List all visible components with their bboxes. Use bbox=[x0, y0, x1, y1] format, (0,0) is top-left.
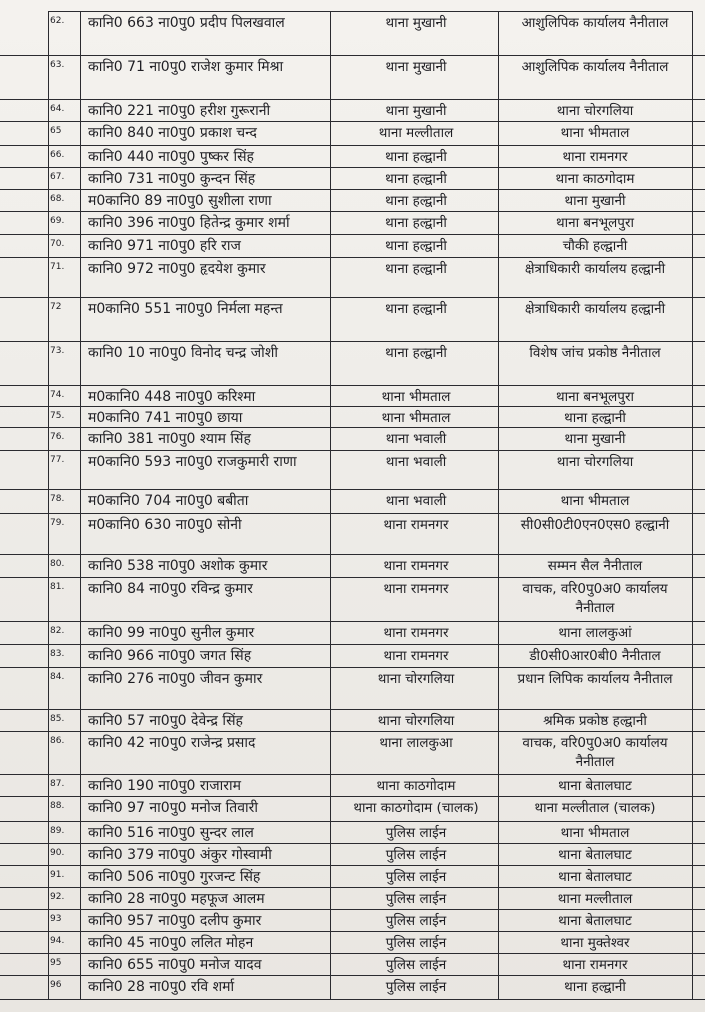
from-posting: थाना भीमताल bbox=[381, 410, 451, 426]
employee-name: कानि0 396 ना0पु0 हितेन्द्र कुमार शर्मा bbox=[88, 215, 290, 231]
from-posting: थाना हल्द्वानी bbox=[385, 238, 447, 254]
table-row bbox=[0, 168, 705, 190]
from-posting: थाना भवाली bbox=[385, 454, 447, 470]
from-posting: पुलिस लाईन bbox=[385, 957, 447, 973]
to-posting: थाना भीमताल bbox=[560, 125, 630, 141]
to-posting: थाना हल्द्वानी bbox=[564, 979, 626, 995]
table-row bbox=[0, 258, 705, 298]
employee-name: कानि0 57 ना0पु0 देवेन्द्र सिंह bbox=[88, 713, 243, 729]
to-posting: थाना बेतालघाट bbox=[558, 913, 632, 929]
employee-name: कानि0 99 ना0पु0 सुनील कुमार bbox=[88, 625, 255, 641]
serial-number: 89. bbox=[50, 826, 65, 836]
table-row bbox=[0, 212, 705, 235]
employee-name: कानि0 381 ना0पु0 श्याम सिंह bbox=[88, 431, 251, 447]
to-posting: चौकी हल्द्वानी bbox=[562, 238, 628, 254]
to-posting: आशुलिपिक कार्यालय नैनीताल bbox=[521, 15, 669, 31]
serial-number: 66. bbox=[50, 150, 65, 160]
from-posting: पुलिस लाईन bbox=[385, 979, 447, 995]
to-posting: सी0सी0टी0एन0एस0 हल्द्वानी bbox=[520, 517, 670, 533]
employee-name: म0कानि0 89 ना0पु0 सुशीला राणा bbox=[88, 193, 272, 209]
serial-number: 75. bbox=[50, 411, 65, 421]
table-row bbox=[0, 122, 705, 146]
employee-name: कानि0 379 ना0पु0 अंकुर गोस्वामी bbox=[88, 847, 272, 863]
table-row bbox=[0, 555, 705, 578]
from-posting: पुलिस लाईन bbox=[385, 891, 447, 907]
from-posting: पुलिस लाईन bbox=[385, 869, 447, 885]
employee-name: कानि0 972 ना0पु0 हृदयेश कुमार bbox=[88, 261, 266, 277]
employee-name: कानि0 190 ना0पु0 राजाराम bbox=[88, 778, 242, 794]
to-posting: थाना रामनगर bbox=[562, 149, 628, 165]
serial-number: 69. bbox=[50, 216, 65, 226]
table-row bbox=[0, 298, 705, 342]
from-posting: थाना मुखानी bbox=[385, 103, 447, 119]
from-posting: थाना रामनगर bbox=[383, 625, 449, 641]
to-posting: थाना मुखानी bbox=[564, 193, 626, 209]
serial-number: 79. bbox=[50, 518, 65, 528]
serial-number: 67. bbox=[50, 172, 65, 182]
employee-name: म0कानि0 448 ना0पु0 करिश्मा bbox=[88, 389, 256, 405]
employee-name: म0कानि0 593 ना0पु0 राजकुमारी राणा bbox=[88, 454, 297, 470]
table-row bbox=[0, 12, 705, 56]
to-posting: थाना बेतालघाट bbox=[558, 847, 632, 863]
serial-number: 86. bbox=[50, 736, 65, 746]
from-posting: थाना चोरगलिया bbox=[377, 671, 455, 687]
table-row bbox=[0, 622, 705, 645]
to-posting: सम्मन सैल नैनीताल bbox=[547, 558, 643, 574]
table-row bbox=[0, 910, 705, 932]
serial-number: 74. bbox=[50, 390, 65, 400]
employee-name: म0कानि0 630 ना0पु0 सोनी bbox=[88, 517, 242, 533]
employee-name: कानि0 10 ना0पु0 विनोद चन्द्र जोशी bbox=[88, 345, 278, 361]
employee-name: म0कानि0 551 ना0पु0 निर्मला महन्त bbox=[88, 301, 283, 317]
employee-name: कानि0 221 ना0पु0 हरीश गुरूरानी bbox=[88, 103, 271, 119]
employee-name: कानि0 663 ना0पु0 प्रदीप पिलखवाल bbox=[88, 15, 285, 31]
serial-number: 78. bbox=[50, 494, 65, 504]
employee-name: कानि0 42 ना0पु0 राजेन्द्र प्रसाद bbox=[88, 735, 256, 751]
to-posting: थाना भीमताल bbox=[560, 825, 630, 841]
table-row bbox=[0, 954, 705, 976]
from-posting: थाना हल्द्वानी bbox=[385, 171, 447, 187]
to-posting: थाना रामनगर bbox=[562, 957, 628, 973]
employee-name: कानि0 966 ना0पु0 जगत सिंह bbox=[88, 648, 252, 664]
to-posting: थाना भीमताल bbox=[560, 493, 630, 509]
serial-number: 70. bbox=[50, 239, 65, 249]
to-posting: थाना काठगोदाम bbox=[555, 171, 635, 187]
to-posting: क्षेत्राधिकारी कार्यालय हल्द्वानी bbox=[524, 261, 666, 277]
to-posting: वाचक, वरि0पु0अ0 कार्यालय नैनीताल bbox=[522, 581, 668, 616]
from-posting: थाना काठगोदाम (चालक) bbox=[353, 800, 479, 816]
table-row bbox=[0, 386, 705, 407]
from-posting: थाना हल्द्वानी bbox=[385, 345, 447, 361]
from-posting: थाना भवाली bbox=[385, 493, 447, 509]
to-posting: वाचक, वरि0पु0अ0 कार्यालय नैनीताल bbox=[522, 735, 668, 770]
to-posting: थाना बेतालघाट bbox=[558, 778, 632, 794]
serial-number: 96 bbox=[50, 980, 62, 990]
serial-number: 73. bbox=[50, 346, 65, 356]
table-row bbox=[0, 490, 705, 514]
serial-number: 93 bbox=[50, 914, 62, 924]
table-row bbox=[0, 668, 705, 710]
from-posting: थाना रामनगर bbox=[383, 648, 449, 664]
to-posting: थाना बनभूलपुरा bbox=[556, 389, 634, 405]
serial-number: 84. bbox=[50, 672, 65, 682]
employee-name: कानि0 538 ना0पु0 अशोक कुमार bbox=[88, 558, 268, 574]
serial-number: 81. bbox=[50, 582, 65, 592]
serial-number: 76. bbox=[50, 432, 65, 442]
table-row bbox=[0, 888, 705, 910]
employee-name: कानि0 971 ना0पु0 हरि राज bbox=[88, 238, 241, 254]
table-row bbox=[0, 56, 705, 100]
serial-number: 90. bbox=[50, 848, 65, 858]
table-row bbox=[0, 797, 705, 822]
serial-number: 62. bbox=[50, 16, 65, 26]
table-row bbox=[0, 146, 705, 168]
table-row bbox=[0, 428, 705, 451]
from-posting: थाना हल्द्वानी bbox=[385, 301, 447, 317]
employee-name: कानि0 276 ना0पु0 जीवन कुमार bbox=[88, 671, 263, 687]
from-posting: थाना चोरगलिया bbox=[377, 713, 455, 729]
table-row bbox=[0, 775, 705, 797]
from-posting: थाना हल्द्वानी bbox=[385, 215, 447, 231]
to-posting: थाना लालकुआं bbox=[558, 625, 632, 641]
table-row bbox=[0, 645, 705, 668]
from-posting: पुलिस लाईन bbox=[385, 913, 447, 929]
table-row bbox=[0, 190, 705, 212]
table-row bbox=[0, 866, 705, 888]
serial-number: 72 bbox=[50, 302, 62, 312]
from-posting: थाना लालकुआ bbox=[379, 735, 453, 751]
from-posting: थाना भवाली bbox=[385, 431, 447, 447]
to-posting: डी0सी0आर0बी0 नैनीताल bbox=[529, 648, 661, 664]
to-posting: थाना चोरगलिया bbox=[556, 103, 634, 119]
serial-number: 91. bbox=[50, 870, 65, 880]
to-posting: थाना मल्लीताल bbox=[557, 891, 633, 907]
from-posting: थाना हल्द्वानी bbox=[385, 193, 447, 209]
to-posting: थाना मुखानी bbox=[564, 431, 626, 447]
from-posting: थाना रामनगर bbox=[383, 558, 449, 574]
serial-number: 64. bbox=[50, 104, 65, 114]
employee-name: कानि0 506 ना0पु0 गुरजन्ट सिंह bbox=[88, 869, 261, 885]
table-row bbox=[0, 342, 705, 386]
serial-number: 95 bbox=[50, 958, 62, 968]
serial-number: 88. bbox=[50, 801, 65, 811]
table-row bbox=[0, 932, 705, 954]
table-row bbox=[0, 451, 705, 490]
employee-name: म0कानि0 741 ना0पु0 छाया bbox=[88, 410, 243, 426]
table-row bbox=[0, 235, 705, 258]
employee-name: कानि0 516 ना0पु0 सुन्दर लाल bbox=[88, 825, 254, 841]
from-posting: पुलिस लाईन bbox=[385, 825, 447, 841]
employee-name: कानि0 84 ना0पु0 रविन्द्र कुमार bbox=[88, 581, 253, 597]
employee-name: म0कानि0 704 ना0पु0 बबीता bbox=[88, 493, 249, 509]
table-row bbox=[0, 100, 705, 122]
serial-number: 71. bbox=[50, 262, 65, 272]
serial-number: 77. bbox=[50, 455, 65, 465]
employee-name: कानि0 71 ना0पु0 राजेश कुमार मिश्रा bbox=[88, 59, 284, 75]
employee-name: कानि0 28 ना0पु0 महफूज आलम bbox=[88, 891, 265, 907]
serial-number: 94. bbox=[50, 936, 65, 946]
to-posting: क्षेत्राधिकारी कार्यालय हल्द्वानी bbox=[524, 301, 666, 317]
to-posting: थाना बनभूलपुरा bbox=[556, 215, 634, 231]
serial-number: 65 bbox=[50, 126, 62, 136]
from-posting: थाना मुखानी bbox=[385, 59, 447, 75]
employee-name: कानि0 45 ना0पु0 ललित मोहन bbox=[88, 935, 254, 951]
table-row bbox=[0, 844, 705, 866]
serial-number: 87. bbox=[50, 779, 65, 789]
to-posting: आशुलिपिक कार्यालय नैनीताल bbox=[521, 59, 669, 75]
employee-name: कानि0 957 ना0पु0 दलीप कुमार bbox=[88, 913, 262, 929]
to-posting: थाना बेतालघाट bbox=[558, 869, 632, 885]
from-posting: थाना रामनगर bbox=[383, 581, 449, 597]
employee-name: कानि0 731 ना0पु0 कुन्दन सिंह bbox=[88, 171, 256, 187]
from-posting: थाना मुखानी bbox=[385, 15, 447, 31]
serial-number: 63. bbox=[50, 60, 65, 70]
employee-name: कानि0 655 ना0पु0 मनोज यादव bbox=[88, 957, 262, 973]
to-posting: थाना मुक्तेश्वर bbox=[560, 935, 630, 951]
from-posting: थाना रामनगर bbox=[383, 517, 449, 533]
table-row bbox=[0, 976, 705, 1000]
serial-number: 68. bbox=[50, 194, 65, 204]
table-top-border bbox=[48, 11, 693, 12]
serial-number: 82. bbox=[50, 626, 65, 636]
table-row bbox=[0, 732, 705, 775]
to-posting: विशेष जांच प्रकोष्ठ नैनीताल bbox=[529, 345, 661, 361]
to-posting: थाना चोरगलिया bbox=[556, 454, 634, 470]
employee-name: कानि0 28 ना0पु0 रवि शर्मा bbox=[88, 979, 235, 995]
from-posting: पुलिस लाईन bbox=[385, 847, 447, 863]
from-posting: पुलिस लाईन bbox=[385, 935, 447, 951]
employee-name: कानि0 840 ना0पु0 प्रकाश चन्द bbox=[88, 125, 257, 141]
to-posting: प्रधान लिपिक कार्यालय नैनीताल bbox=[517, 671, 673, 687]
from-posting: थाना मल्लीताल bbox=[378, 125, 454, 141]
table-row bbox=[0, 407, 705, 428]
table-row bbox=[0, 514, 705, 555]
serial-number: 85. bbox=[50, 714, 65, 724]
from-posting: थाना काठगोदाम bbox=[376, 778, 456, 794]
employee-name: कानि0 440 ना0पु0 पुष्कर सिंह bbox=[88, 149, 254, 165]
from-posting: थाना भीमताल bbox=[381, 389, 451, 405]
serial-number: 92. bbox=[50, 892, 65, 902]
from-posting: थाना हल्द्वानी bbox=[385, 261, 447, 277]
table-row bbox=[0, 822, 705, 844]
table-row bbox=[0, 710, 705, 732]
table-row bbox=[0, 578, 705, 622]
serial-number: 83. bbox=[50, 649, 65, 659]
serial-number: 80. bbox=[50, 559, 65, 569]
to-posting: थाना मल्लीताल (चालक) bbox=[534, 800, 656, 816]
to-posting: थाना हल्द्वानी bbox=[564, 410, 626, 426]
from-posting: थाना हल्द्वानी bbox=[385, 149, 447, 165]
employee-name: कानि0 97 ना0पु0 मनोज तिवारी bbox=[88, 800, 258, 816]
to-posting: श्रमिक प्रकोष्ठ हल्द्वानी bbox=[543, 713, 647, 729]
